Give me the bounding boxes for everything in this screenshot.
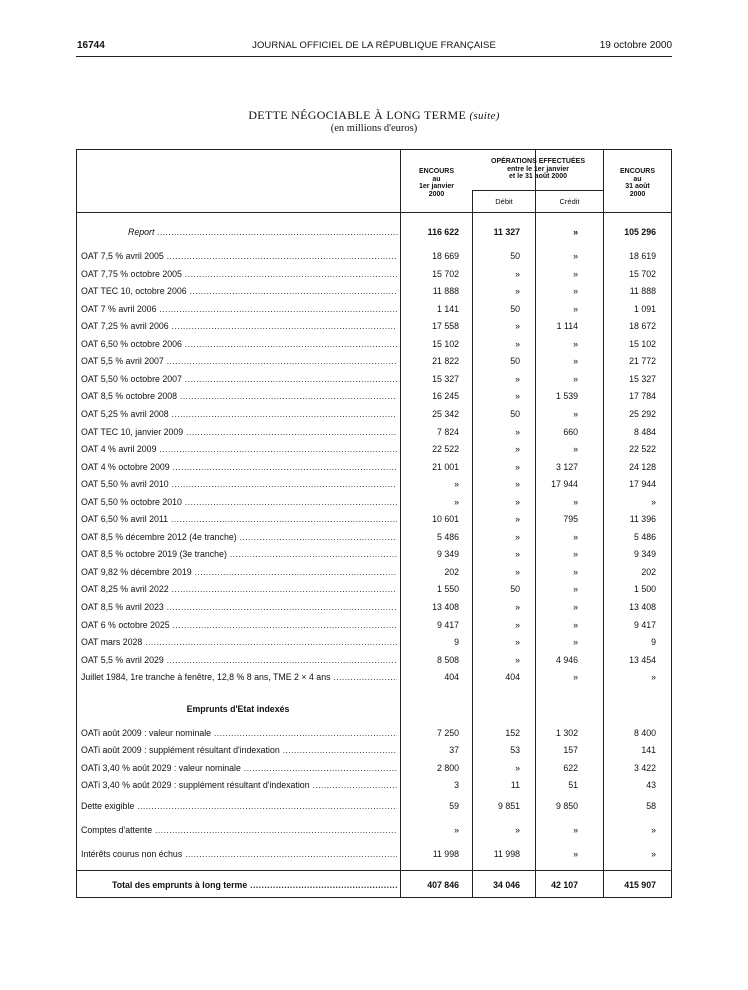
cell-encours-start: 22 522 xyxy=(432,444,459,455)
cell-encours-end: 17 944 xyxy=(629,479,656,490)
cell-encours-end: 43 xyxy=(646,779,656,790)
row-label: OAT 7,25 % avril 2006 ..... xyxy=(81,321,397,331)
row-label: Dette exigible ..... xyxy=(81,801,397,811)
table-row xyxy=(0,269,748,281)
cell-credit: 1 302 xyxy=(555,728,578,738)
table-row xyxy=(0,567,748,579)
table-row xyxy=(0,780,748,792)
cell-encours-end: » xyxy=(651,849,656,859)
table-row xyxy=(0,409,748,421)
cell-debit: » xyxy=(515,461,520,472)
col-encours-end-line: ENCOURS xyxy=(619,168,655,175)
cell-credit: » xyxy=(573,531,578,542)
table-row xyxy=(0,462,748,474)
table-row xyxy=(0,849,748,861)
cell-encours-start: 11 998 xyxy=(432,849,459,859)
cell-credit: » xyxy=(573,251,578,261)
cell-encours-end: 9 349 xyxy=(633,549,656,560)
cell-encours-start: 21 822 xyxy=(432,356,459,367)
cell-debit: 50 xyxy=(510,303,520,314)
table-row xyxy=(0,745,748,757)
row-label: OAT 6 % octobre 2025 ..... xyxy=(81,620,397,630)
table-row xyxy=(0,339,748,351)
table-row xyxy=(0,427,748,439)
row-label: OATi 3,40 % août 2029 : supplément résultant d'indexation ..... xyxy=(81,780,397,790)
table-row xyxy=(0,321,748,333)
cell-encours-start: 21 001 xyxy=(432,461,459,472)
table-row xyxy=(0,374,748,386)
cell-encours-start: 9 349 xyxy=(436,549,459,560)
cell-credit: » xyxy=(573,672,578,683)
report-encours-start: 116 622 xyxy=(427,227,459,237)
cell-encours-end: 11 396 xyxy=(629,514,656,525)
table-row xyxy=(0,801,748,813)
row-label: OAT 5,5 % avril 2029 ..... xyxy=(81,655,397,665)
table-row xyxy=(0,549,748,561)
table-row xyxy=(0,479,748,491)
table-title-text: DETTE NÉGOCIABLE À LONG TERME xyxy=(248,108,467,122)
cell-credit: 622 xyxy=(563,762,578,773)
cell-encours-end: 15 327 xyxy=(629,373,656,384)
cell-encours-start: 18 669 xyxy=(432,251,459,261)
cell-credit: 9 850 xyxy=(555,801,578,811)
cell-credit: » xyxy=(573,303,578,314)
cell-debit: » xyxy=(515,566,520,577)
col-encours-start-line: 2000 xyxy=(428,190,445,198)
row-label: OAT 5,25 % avril 2008 ..... xyxy=(81,409,397,419)
cell-debit: 50 xyxy=(510,251,520,261)
cell-debit: » xyxy=(515,479,520,490)
total-label: Total des emprunts à long terme ..... xyxy=(112,880,398,890)
col-operations-line: OPÉRATIONS EFFECTUÉES xyxy=(491,158,585,165)
cell-encours-start: 5 486 xyxy=(436,531,459,542)
cell-credit: 4 946 xyxy=(555,654,578,665)
row-label: OAT 5,50 % avril 2010 ..... xyxy=(81,479,397,489)
table-row xyxy=(0,391,748,403)
table-row xyxy=(0,672,748,684)
table-row xyxy=(0,602,748,614)
total-top-rule xyxy=(77,870,671,871)
cell-encours-start: 15 102 xyxy=(432,338,459,349)
header-bottom-rule xyxy=(77,212,671,213)
row-label: OAT 8,25 % avril 2022 ..... xyxy=(81,584,397,594)
cell-credit: » xyxy=(573,338,578,349)
cell-debit: » xyxy=(515,286,520,297)
cell-credit: » xyxy=(573,373,578,384)
cell-encours-end: 1 500 xyxy=(633,584,656,595)
cell-encours-end: 8 484 xyxy=(633,426,656,437)
col-encours-end-line: 31 août xyxy=(625,183,650,190)
cell-debit: » xyxy=(515,602,520,612)
cell-encours-end: 13 408 xyxy=(629,602,656,612)
total-debit: 34 046 xyxy=(493,880,520,890)
row-label: OAT TEC 10, octobre 2006 ..... xyxy=(81,286,397,296)
cell-credit: » xyxy=(573,825,578,835)
cell-encours-end: » xyxy=(651,672,656,683)
table-row xyxy=(0,532,748,544)
cell-debit: 50 xyxy=(510,356,520,367)
table-row xyxy=(0,763,748,775)
cell-encours-end: 18 619 xyxy=(629,251,656,261)
row-label: Intérêts courus non échus ..... xyxy=(81,849,397,859)
row-label: Comptes d'attente ..... xyxy=(81,825,397,835)
cell-encours-end: 11 888 xyxy=(629,286,656,297)
col-encours-end-line: au xyxy=(633,175,642,183)
cell-credit: 1 114 xyxy=(556,321,578,332)
cell-encours-end: 9 xyxy=(651,637,656,648)
table-row xyxy=(0,497,748,509)
cell-encours-end: 15 702 xyxy=(629,268,656,279)
col-operations-line: et le 31 août 2000 xyxy=(509,173,567,180)
row-label: OAT 8,5 % avril 2023 ..... xyxy=(81,602,397,612)
total-encours-start: 407 846 xyxy=(427,880,459,890)
col-encours-start xyxy=(401,168,472,198)
col-operations xyxy=(473,158,603,181)
cell-encours-start: » xyxy=(454,479,459,490)
cell-encours-start: 9 xyxy=(454,637,459,648)
table-row xyxy=(0,584,748,596)
table-title xyxy=(0,108,748,123)
total-encours-end: 415 907 xyxy=(624,880,656,890)
cell-debit: » xyxy=(515,268,520,279)
cell-encours-start: 8 508 xyxy=(436,654,459,665)
cell-debit: 50 xyxy=(510,408,520,419)
header-rule xyxy=(76,56,672,57)
cell-encours-start: » xyxy=(454,825,459,835)
row-label: Juillet 1984, 1re tranche à fenêtre, 12,8 % 8 ans, TME 2 × 4 ans ..... xyxy=(81,672,397,682)
col-encours-end xyxy=(604,168,671,198)
cell-encours-start: 1 141 xyxy=(436,303,459,314)
cell-debit: 50 xyxy=(510,584,520,595)
cell-encours-start: 202 xyxy=(444,566,459,577)
cell-encours-end: 13 454 xyxy=(629,654,656,665)
page-number: 16744 xyxy=(77,40,105,51)
cell-encours-end: 58 xyxy=(646,801,656,811)
cell-encours-start: 15 702 xyxy=(432,268,459,279)
row-label: OAT TEC 10, janvier 2009 ..... xyxy=(81,427,397,437)
report-row xyxy=(0,227,748,239)
row-label: OAT 8,5 % octobre 2008 ..... xyxy=(81,391,397,401)
cell-debit: 11 xyxy=(510,779,520,790)
cell-encours-start: 3 xyxy=(454,779,459,790)
cell-encours-start: 7 250 xyxy=(436,728,459,738)
table-row xyxy=(0,444,748,456)
cell-encours-end: 3 422 xyxy=(633,762,656,773)
table-row xyxy=(0,304,748,316)
cell-credit: » xyxy=(573,602,578,612)
cell-credit: » xyxy=(573,496,578,507)
cell-credit: 3 127 xyxy=(555,461,578,472)
cell-debit: » xyxy=(515,637,520,648)
cell-encours-end: 22 522 xyxy=(629,444,656,455)
table-row xyxy=(0,637,748,649)
cell-encours-start: 13 408 xyxy=(432,602,459,612)
cell-debit: » xyxy=(515,825,520,835)
section-title: Emprunts d'Etat indexés xyxy=(186,704,290,714)
row-label: OAT 9,82 % décembre 2019 ..... xyxy=(81,567,397,577)
row-label: OATi août 2009 : valeur nominale ..... xyxy=(81,728,397,738)
cell-credit: 1 539 xyxy=(555,391,578,402)
col-encours-start-line: 1er janvier xyxy=(418,183,455,190)
cell-encours-end: 5 486 xyxy=(633,531,656,542)
cell-credit: 795 xyxy=(563,514,578,525)
row-label: OATi août 2009 : supplément résultant d'indexation ..... xyxy=(81,745,397,755)
row-label: OAT 7,5 % avril 2005 ..... xyxy=(81,251,397,261)
cell-encours-start: 25 342 xyxy=(432,408,459,419)
operations-subrule xyxy=(472,190,603,191)
table-row xyxy=(0,825,748,837)
cell-encours-start: 9 417 xyxy=(436,619,459,630)
col-debit: Débit xyxy=(495,197,513,206)
row-label: OAT 5,50 % octobre 2007 ..... xyxy=(81,374,397,384)
col-encours-end-line: 2000 xyxy=(629,190,646,198)
cell-encours-end: 8 400 xyxy=(633,728,656,738)
report-encours-end: 105 296 xyxy=(624,227,656,237)
cell-debit: » xyxy=(515,321,520,332)
cell-encours-end: 1 091 xyxy=(633,303,656,314)
cell-encours-end: 141 xyxy=(641,745,656,756)
cell-encours-end: 18 672 xyxy=(629,321,656,332)
cell-credit: » xyxy=(573,268,578,279)
cell-credit: » xyxy=(573,356,578,367)
cell-encours-start: 404 xyxy=(444,672,459,683)
cell-encours-start: 17 558 xyxy=(432,321,459,332)
cell-credit: » xyxy=(573,584,578,595)
total-credit: 42 107 xyxy=(551,880,578,890)
cell-encours-end: 202 xyxy=(641,566,656,577)
cell-encours-end: 15 102 xyxy=(629,338,656,349)
cell-encours-end: 24 128 xyxy=(629,461,656,472)
table-row xyxy=(0,514,748,526)
cell-encours-start: 1 550 xyxy=(436,584,459,595)
cell-encours-start: 10 601 xyxy=(432,514,459,525)
table-row xyxy=(0,251,748,263)
cell-debit: » xyxy=(515,531,520,542)
row-label: OATi 3,40 % août 2029 : valeur nominale ..... xyxy=(81,763,397,773)
cell-debit: » xyxy=(515,338,520,349)
table-row xyxy=(0,620,748,632)
cell-encours-start: 16 245 xyxy=(432,391,459,402)
cell-credit: » xyxy=(573,619,578,630)
cell-encours-end: » xyxy=(651,825,656,835)
cell-encours-start: 37 xyxy=(449,745,459,756)
col-credit: Crédit xyxy=(559,197,580,206)
cell-debit: » xyxy=(515,444,520,455)
cell-debit: » xyxy=(515,426,520,437)
cell-credit: 51 xyxy=(568,779,578,790)
cell-credit: » xyxy=(573,408,578,419)
table-row xyxy=(0,356,748,368)
report-debit: 11 327 xyxy=(493,227,520,237)
cell-credit: » xyxy=(573,637,578,648)
row-label: OAT 5,50 % octobre 2010 ..... xyxy=(81,497,397,507)
cell-debit: » xyxy=(515,496,520,507)
cell-credit: » xyxy=(573,444,578,455)
cell-encours-end: 17 784 xyxy=(629,391,656,402)
cell-encours-start: 11 888 xyxy=(432,286,459,297)
row-label: OAT mars 2028 ..... xyxy=(81,637,397,647)
cell-debit: » xyxy=(515,549,520,560)
row-label: OAT 4 % avril 2009 ..... xyxy=(81,444,397,454)
cell-debit: 9 851 xyxy=(497,801,520,811)
cell-credit: » xyxy=(573,286,578,297)
row-label: OAT 5,5 % avril 2007 ..... xyxy=(81,356,397,366)
cell-credit: 660 xyxy=(563,426,578,437)
total-row xyxy=(0,880,748,892)
cell-credit: » xyxy=(573,549,578,560)
cell-debit: 53 xyxy=(510,745,520,756)
row-label: OAT 6,50 % avril 2011 ..... xyxy=(81,514,397,524)
cell-debit: » xyxy=(515,391,520,402)
cell-debit: » xyxy=(515,762,520,773)
cell-credit: 157 xyxy=(563,745,578,756)
cell-debit: » xyxy=(515,654,520,665)
cell-encours-end: » xyxy=(651,496,656,507)
issue-date: 19 octobre 2000 xyxy=(599,40,672,51)
cell-encours-start: » xyxy=(454,496,459,507)
journal-title: JOURNAL OFFICIEL DE LA RÉPUBLIQUE FRANÇAISE xyxy=(252,40,496,51)
row-label: OAT 7 % avril 2006 ..... xyxy=(81,304,397,314)
cell-debit: 11 998 xyxy=(493,849,520,859)
cell-encours-end: 25 292 xyxy=(629,408,656,419)
cell-credit: » xyxy=(573,566,578,577)
table-subtitle: (en millions d'euros) xyxy=(330,123,418,134)
cell-encours-start: 7 824 xyxy=(436,426,459,437)
cell-credit: 17 944 xyxy=(551,479,578,490)
table-row xyxy=(0,728,748,740)
table-title-suite: (suite) xyxy=(469,110,500,122)
cell-encours-start: 15 327 xyxy=(432,373,459,384)
cell-encours-start: 2 800 xyxy=(436,762,459,773)
row-label: OAT 6,50 % octobre 2006 ..... xyxy=(81,339,397,349)
cell-debit: 152 xyxy=(505,728,520,738)
col-encours-start-line: ENCOURS xyxy=(418,168,454,175)
cell-debit: » xyxy=(515,619,520,630)
cell-debit: » xyxy=(515,373,520,384)
row-label: OAT 8,5 % décembre 2012 (4e tranche) ..... xyxy=(81,532,397,542)
cell-encours-end: 21 772 xyxy=(629,356,656,367)
cell-encours-end: 9 417 xyxy=(633,619,656,630)
table-row xyxy=(0,286,748,298)
row-label: OAT 7,75 % octobre 2005 ..... xyxy=(81,269,397,279)
row-label: OAT 4 % octobre 2009 ..... xyxy=(81,462,397,472)
report-credit: » xyxy=(573,227,578,237)
table-row xyxy=(0,655,748,667)
cell-debit: » xyxy=(515,514,520,525)
row-label: OAT 8,5 % octobre 2019 (3e tranche) ..... xyxy=(81,549,397,559)
col-operations-line: entre le 1er janvier xyxy=(507,165,569,173)
cell-credit: » xyxy=(573,849,578,859)
report-label: Report ..... xyxy=(128,227,398,237)
cell-debit: 404 xyxy=(505,672,520,683)
cell-encours-start: 59 xyxy=(449,801,459,811)
col-encours-start-line: au xyxy=(432,175,441,183)
